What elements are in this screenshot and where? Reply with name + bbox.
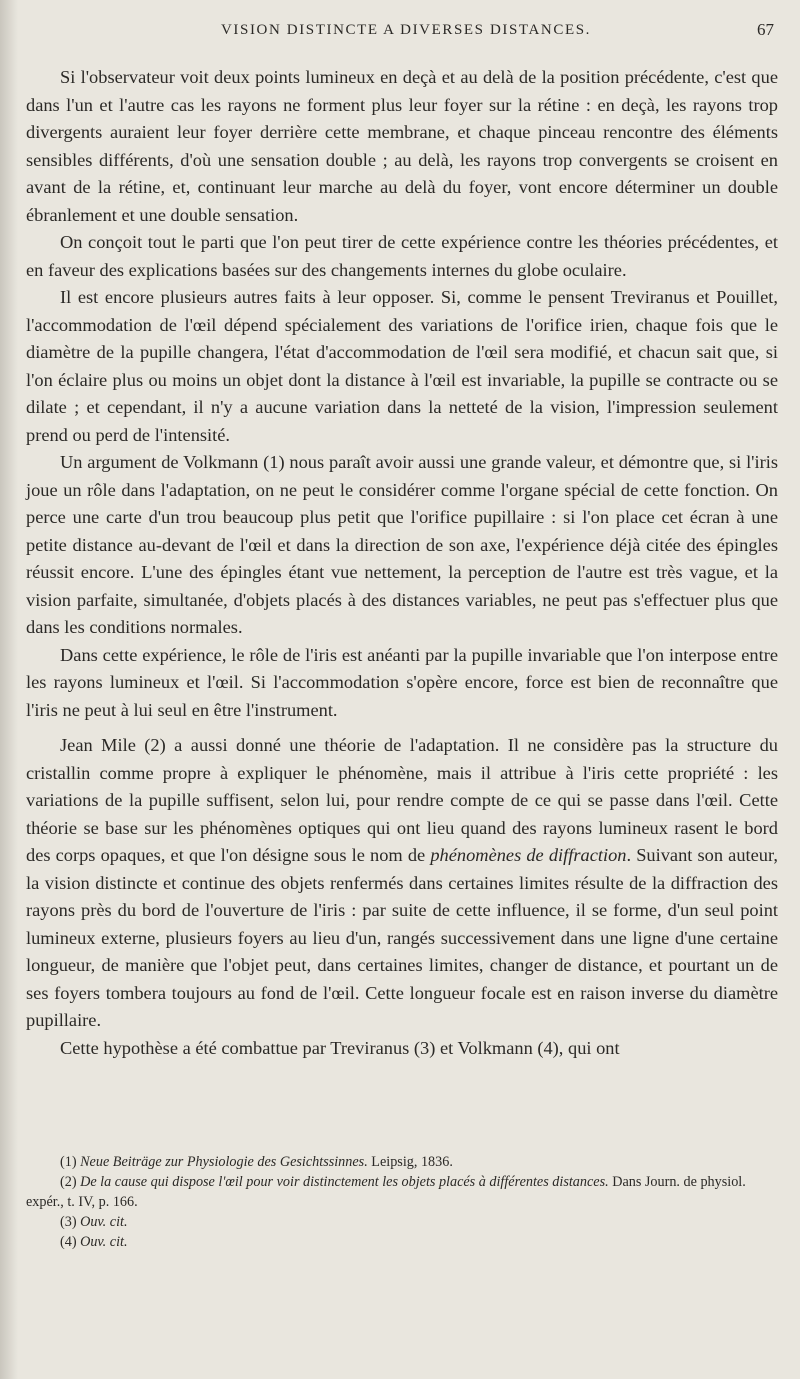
- footnotes: [26, 1152, 778, 1252]
- body-text: [26, 64, 778, 1062]
- paragraph: On conçoit tout le parti que l'on peut tirer de cette expérience contre les théories précédentes, et en faveur des explications basées sur des changements internes du globe oculaire.: [26, 232, 778, 280]
- book-page: [26, 14, 786, 1364]
- page-header: [26, 14, 786, 54]
- paragraph: Il est encore plusieurs autres faits à leur opposer. Si, comme le pensent Treviranus et Pouillet, l'accommodation de l'œil dépend spécialement des variations de l'orifice irien, chaque fois que le diamètre de la pupille changera, l'état d'accommodation de l'œil sera modifié, et chacun sait que, si l'on éclaire plus ou moins un objet dont la distance à l'œil est invariable, la pupille se contracte ou se dilate ; et cependant, il n'y a aucune variation dans la netteté de la vision, l'impression seulement prend ou perd de l'intensité.: [26, 287, 778, 445]
- footnote-marker: (2): [60, 1174, 77, 1190]
- footnote: [26, 1172, 778, 1212]
- footnote: [26, 1152, 778, 1172]
- page-edge-shadow: [0, 0, 18, 1379]
- paragraph: Dans cette expérience, le rôle de l'iris est anéanti par la pupille invariable que l'on interpose entre les rayons lumineux et l'œil. Si l'accommodation s'opère encore, force est bien de reconnaître que l'iris ne peut à lui seul en être l'instrument.: [26, 644, 778, 720]
- footnote-marker: (4): [60, 1234, 77, 1250]
- paragraph-text: Jean Mile (2) a aussi donné une théorie de l'adaptation. Il ne considère pas la structure du cristallin comme propre à expliquer le phénomène, mais il attribue à l'iris cette propriété : les variations de la pupille suffisent, selon lui, pour rendre compte de ce qui se passe dans l'œil. Cette théorie se base sur les phénomènes optiques qui ont lieu quand des rayons lumineux rasent le bord des corps opaques, et que l'on désigne sous le nom de: [26, 735, 778, 865]
- footnote-text: Dans Journ. de physiol. expér., t. IV, p. 166.: [26, 1174, 746, 1210]
- footnote-text: Leipsig, 1836.: [367, 1154, 453, 1170]
- footnote-title: Ouv. cit.: [80, 1234, 128, 1250]
- paragraph: Si l'observateur voit deux points lumineux en deçà et au delà de la position précédente, c'est que dans l'un et l'autre cas les rayons ne forment plus leur foyer sur la rétine : en deçà, les rayons trop divergents auraient leur foyer derrière cette membrane, et chaque pinceau rencontre des éléments sensibles différents, d'où une sensation double ; au delà, les rayons trop convergents se croisent en avant de la rétine, et, continuant leur marche au delà du foyer, vont encore déterminer un double ébranlement et une double sensation.: [26, 67, 778, 225]
- paragraph: Un argument de Volkmann (1) nous paraît avoir aussi une grande valeur, et démontre que, si l'iris joue un rôle dans l'adaptation, on ne peut le considérer comme l'organe spécial de cette fonction. On perce une carte d'un trou beaucoup plus petit que l'orifice pupillaire : si l'on place cet écran à une petite distance au-devant de l'œil et dans la direction de son axe, l'expérience déjà citée des épingles réussit encore. L'une des épingles étant vue nettement, la perception de l'autre est très vague, et la vision parfaite, simultanée, d'objets placés à des distances variables, ne peut pas s'effectuer plus que dans les conditions normales.: [26, 452, 778, 637]
- footnote-title: Neue Beiträge zur Physiologie des Gesichtssinnes.: [80, 1154, 368, 1170]
- footnote-title: De la cause qui dispose l'œil pour voir distinctement les objets placés à différentes distances.: [80, 1174, 609, 1190]
- footnote-marker: (1): [60, 1154, 77, 1170]
- footnote-marker: (3): [60, 1214, 77, 1230]
- footnote: [26, 1212, 778, 1232]
- running-head: VISION DISTINCTE A DIVERSES DISTANCES.: [220, 22, 592, 38]
- page-number: 67: [757, 20, 774, 39]
- paragraph: [26, 732, 778, 1035]
- italic-term: phénomènes de diffraction: [430, 845, 627, 865]
- paragraph-text: . Suivant son auteur, la vision distincte et continue des objets renfermés dans certaines limites résulte de la diffraction des rayons près du bord de l'ouverture de l'iris : par suite de cette influence, il se forme, d'un seul point lumineux externe, plusieurs foyers au lieu d'un, rangés successivement dans une ligne d'une certaine longueur, de manière que l'objet peut, dans certaines limites, changer de distance, et pourtant un de ses foyers tombera toujours au fond de l'œil. Cette longueur focale est en raison inverse du diamètre pupillaire.: [26, 845, 778, 1030]
- footnote: [26, 1232, 778, 1252]
- footnote-title: Ouv. cit.: [80, 1214, 128, 1230]
- paragraph: Cette hypothèse a été combattue par Treviranus (3) et Volkmann (4), qui ont: [60, 1037, 620, 1058]
